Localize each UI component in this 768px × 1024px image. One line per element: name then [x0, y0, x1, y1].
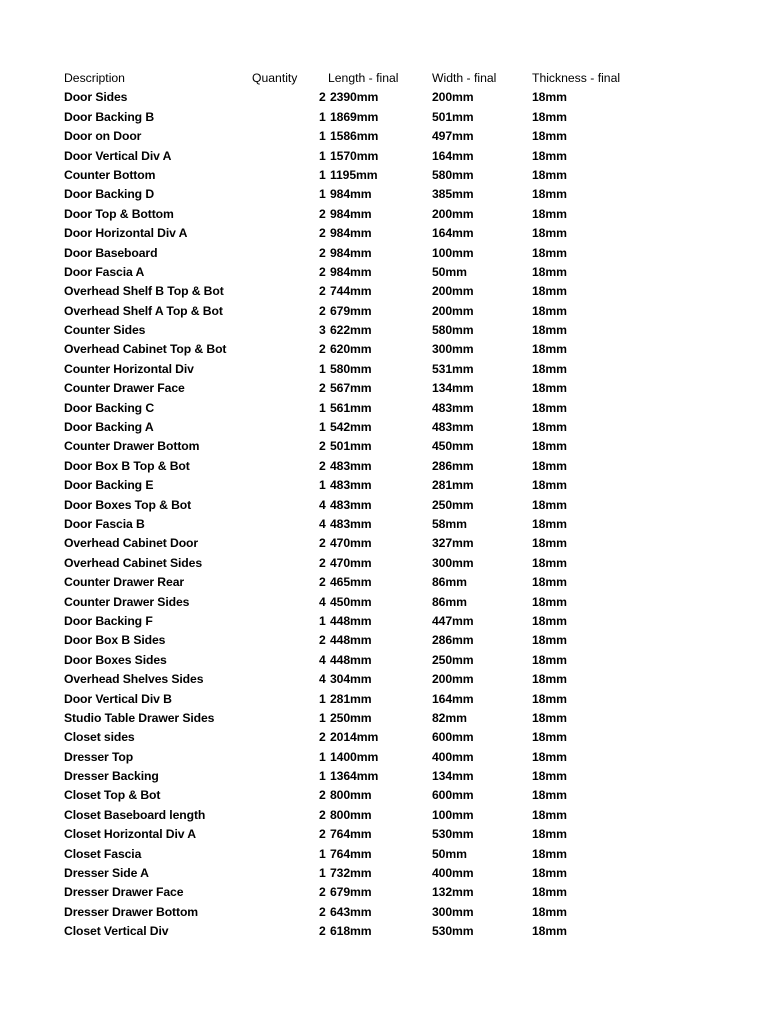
cell-thickness: 18mm [532, 924, 567, 939]
cell-thickness: 18mm [532, 264, 567, 279]
cell-description: Door Backing E [64, 478, 154, 493]
cell-description: Counter Drawer Face [64, 381, 185, 396]
cell-quantity: 2 [319, 788, 326, 803]
cell-length: 732mm [330, 866, 372, 881]
cell-quantity: 4 [319, 652, 326, 667]
cell-quantity: 1 [319, 420, 326, 435]
cell-quantity: 2 [319, 226, 326, 241]
cell-thickness: 18mm [532, 846, 567, 861]
cell-width: 134mm [432, 769, 474, 784]
table-row [0, 263, 768, 282]
table-row [0, 379, 768, 398]
cell-length: 764mm [330, 827, 372, 842]
table-row [0, 573, 768, 592]
cell-description: Dresser Top [64, 749, 134, 764]
cell-thickness: 18mm [532, 691, 567, 706]
cell-width: 286mm [432, 633, 474, 648]
cell-width: 164mm [432, 691, 474, 706]
cell-width: 286mm [432, 458, 474, 473]
cell-thickness: 18mm [532, 672, 567, 687]
cell-quantity: 2 [319, 90, 326, 105]
table-row [0, 612, 768, 631]
cell-quantity: 1 [319, 691, 326, 706]
table-row [0, 340, 768, 359]
cell-width: 400mm [432, 749, 474, 764]
table-row [0, 786, 768, 805]
cell-length: 1586mm [330, 129, 379, 144]
table-row [0, 147, 768, 166]
cell-description: Closet Fascia [64, 846, 142, 861]
cell-length: 643mm [330, 904, 372, 919]
cell-width: 580mm [432, 167, 474, 182]
cell-length: 501mm [330, 439, 372, 454]
cell-quantity: 1 [319, 710, 326, 725]
cell-quantity: 1 [319, 478, 326, 493]
cell-width: 531mm [432, 361, 474, 376]
cell-length: 561mm [330, 400, 372, 415]
table-row [0, 127, 768, 146]
cell-width: 200mm [432, 206, 474, 221]
cell-quantity: 2 [319, 536, 326, 551]
cell-length: 984mm [330, 206, 372, 221]
cell-thickness: 18mm [532, 885, 567, 900]
cell-quantity: 2 [319, 303, 326, 318]
table-row [0, 534, 768, 553]
table-row [0, 476, 768, 495]
cell-description: Door Vertical Div B [64, 691, 172, 706]
cell-description: Door Baseboard [64, 245, 158, 260]
cell-length: 470mm [330, 555, 372, 570]
table-row [0, 515, 768, 534]
header-row [0, 69, 768, 88]
cell-description: Dresser Drawer Face [64, 885, 184, 900]
cell-length: 679mm [330, 885, 372, 900]
cell-description: Door Backing F [64, 613, 153, 628]
cell-quantity: 1 [319, 109, 326, 124]
cell-width: 250mm [432, 497, 474, 512]
header-length: Length - final [328, 71, 399, 85]
cell-length: 618mm [330, 924, 372, 939]
cell-quantity: 2 [319, 730, 326, 745]
cell-description: Counter Drawer Sides [64, 594, 190, 609]
cell-description: Closet sides [64, 730, 135, 745]
cell-width: 501mm [432, 109, 474, 124]
table-row [0, 593, 768, 612]
cell-thickness: 18mm [532, 594, 567, 609]
cell-description: Door Backing A [64, 420, 154, 435]
cell-thickness: 18mm [532, 148, 567, 163]
cell-length: 622mm [330, 323, 372, 338]
cell-width: 600mm [432, 730, 474, 745]
cell-width: 300mm [432, 342, 474, 357]
cell-width: 580mm [432, 323, 474, 338]
cell-quantity: 2 [319, 924, 326, 939]
table-row [0, 554, 768, 573]
cell-width: 86mm [432, 575, 467, 590]
table-row [0, 88, 768, 107]
table-row [0, 437, 768, 456]
cell-length: 764mm [330, 846, 372, 861]
cell-thickness: 18mm [532, 323, 567, 338]
cell-quantity: 1 [319, 361, 326, 376]
cell-description: Door Fascia A [64, 264, 145, 279]
cell-length: 450mm [330, 594, 372, 609]
cell-description: Counter Horizontal Div [64, 361, 194, 376]
table-row [0, 922, 768, 941]
cell-width: 164mm [432, 226, 474, 241]
cell-description: Overhead Cabinet Sides [64, 555, 203, 570]
cell-length: 679mm [330, 303, 372, 318]
table-row [0, 244, 768, 263]
table-row [0, 360, 768, 379]
cell-description: Studio Table Drawer Sides [64, 710, 215, 725]
cell-description: Closet Top & Bot [64, 788, 161, 803]
cell-description: Overhead Cabinet Door [64, 536, 199, 551]
cell-description: Overhead Shelf B Top & Bot [64, 284, 224, 299]
cell-width: 86mm [432, 594, 467, 609]
cell-length: 800mm [330, 807, 372, 822]
cell-thickness: 18mm [532, 381, 567, 396]
cell-width: 58mm [432, 516, 467, 531]
cut-list-sheet [0, 69, 768, 942]
cell-quantity: 2 [319, 885, 326, 900]
cell-description: Door Top & Bottom [64, 206, 174, 221]
table-row [0, 631, 768, 650]
cell-width: 497mm [432, 129, 474, 144]
header-width: Width - final [432, 71, 497, 85]
table-row [0, 806, 768, 825]
table-row [0, 185, 768, 204]
cell-description: Dresser Drawer Bottom [64, 904, 199, 919]
cell-quantity: 2 [319, 904, 326, 919]
cell-description: Overhead Shelf A Top & Bot [64, 303, 223, 318]
table-row [0, 748, 768, 767]
cell-thickness: 18mm [532, 516, 567, 531]
cell-quantity: 2 [319, 633, 326, 648]
cell-description: Door Backing D [64, 187, 155, 202]
cell-thickness: 18mm [532, 788, 567, 803]
cell-quantity: 1 [319, 187, 326, 202]
cell-thickness: 18mm [532, 613, 567, 628]
cell-length: 470mm [330, 536, 372, 551]
cell-length: 984mm [330, 226, 372, 241]
cell-length: 984mm [330, 187, 372, 202]
cell-length: 620mm [330, 342, 372, 357]
cell-thickness: 18mm [532, 129, 567, 144]
cell-quantity: 2 [319, 439, 326, 454]
table-row [0, 709, 768, 728]
cell-thickness: 18mm [532, 497, 567, 512]
cell-length: 1400mm [330, 749, 379, 764]
table-row [0, 166, 768, 185]
cell-thickness: 18mm [532, 769, 567, 784]
cell-length: 465mm [330, 575, 372, 590]
cell-thickness: 18mm [532, 807, 567, 822]
table-row [0, 399, 768, 418]
cell-thickness: 18mm [532, 478, 567, 493]
table-row [0, 767, 768, 786]
cell-thickness: 18mm [532, 458, 567, 473]
cell-width: 300mm [432, 555, 474, 570]
cell-description: Door on Door [64, 129, 142, 144]
cell-quantity: 2 [319, 284, 326, 299]
cell-length: 1364mm [330, 769, 379, 784]
cell-length: 483mm [330, 458, 372, 473]
cell-thickness: 18mm [532, 342, 567, 357]
cell-thickness: 18mm [532, 420, 567, 435]
table-body [0, 88, 768, 941]
table-row [0, 418, 768, 437]
cell-length: 984mm [330, 245, 372, 260]
cell-length: 483mm [330, 516, 372, 531]
cell-length: 2014mm [330, 730, 379, 745]
cell-quantity: 2 [319, 555, 326, 570]
cell-thickness: 18mm [532, 536, 567, 551]
header-quantity: Quantity [252, 71, 298, 85]
cell-quantity: 2 [319, 575, 326, 590]
cell-description: Closet Baseboard length [64, 807, 206, 822]
cell-quantity: 4 [319, 497, 326, 512]
cell-length: 448mm [330, 652, 372, 667]
cell-description: Door Box B Top & Bot [64, 458, 190, 473]
cell-thickness: 18mm [532, 361, 567, 376]
table-row [0, 670, 768, 689]
cell-description: Door Boxes Top & Bot [64, 497, 192, 512]
cell-quantity: 2 [319, 458, 326, 473]
table-row [0, 690, 768, 709]
cell-length: 2390mm [330, 90, 379, 105]
cell-thickness: 18mm [532, 400, 567, 415]
cell-width: 200mm [432, 90, 474, 105]
cell-width: 200mm [432, 303, 474, 318]
cell-description: Overhead Shelves Sides [64, 672, 204, 687]
cell-width: 100mm [432, 245, 474, 260]
cell-quantity: 2 [319, 245, 326, 260]
table-row [0, 321, 768, 340]
cell-quantity: 1 [319, 129, 326, 144]
cell-description: Counter Sides [64, 323, 146, 338]
cell-quantity: 4 [319, 516, 326, 531]
cell-quantity: 2 [319, 827, 326, 842]
table-row [0, 282, 768, 301]
cell-thickness: 18mm [532, 730, 567, 745]
cell-quantity: 2 [319, 807, 326, 822]
cell-quantity: 1 [319, 167, 326, 182]
cell-thickness: 18mm [532, 652, 567, 667]
cell-length: 800mm [330, 788, 372, 803]
cell-quantity: 1 [319, 148, 326, 163]
cell-length: 567mm [330, 381, 372, 396]
cell-length: 1570mm [330, 148, 379, 163]
cell-width: 250mm [432, 652, 474, 667]
cell-quantity: 1 [319, 613, 326, 628]
cell-width: 483mm [432, 400, 474, 415]
cell-width: 100mm [432, 807, 474, 822]
cell-quantity: 4 [319, 672, 326, 687]
table-row [0, 224, 768, 243]
cell-quantity: 1 [319, 769, 326, 784]
cell-thickness: 18mm [532, 633, 567, 648]
cell-length: 744mm [330, 284, 372, 299]
cell-quantity: 2 [319, 381, 326, 396]
table-row [0, 864, 768, 883]
cell-description: Closet Horizontal Div A [64, 827, 197, 842]
cell-quantity: 3 [319, 323, 326, 338]
cell-thickness: 18mm [532, 167, 567, 182]
cell-description: Dresser Backing [64, 769, 159, 784]
cell-description: Door Sides [64, 90, 128, 105]
table-row [0, 496, 768, 515]
cell-length: 281mm [330, 691, 372, 706]
header-thickness: Thickness - final [532, 71, 621, 85]
cell-width: 385mm [432, 187, 474, 202]
cell-length: 483mm [330, 497, 372, 512]
cell-length: 250mm [330, 710, 372, 725]
cell-quantity: 1 [319, 866, 326, 881]
cell-width: 400mm [432, 866, 474, 881]
cell-description: Door Boxes Sides [64, 652, 167, 667]
cell-width: 200mm [432, 672, 474, 687]
cell-thickness: 18mm [532, 90, 567, 105]
cell-width: 50mm [432, 846, 467, 861]
cell-thickness: 18mm [532, 226, 567, 241]
cell-width: 300mm [432, 904, 474, 919]
cell-width: 134mm [432, 381, 474, 396]
header-description: Description [64, 71, 125, 85]
cell-width: 164mm [432, 148, 474, 163]
cell-width: 281mm [432, 478, 474, 493]
cell-thickness: 18mm [532, 749, 567, 764]
cell-description: Door Horizontal Div A [64, 226, 188, 241]
cell-thickness: 18mm [532, 866, 567, 881]
cell-length: 542mm [330, 420, 372, 435]
cell-thickness: 18mm [532, 904, 567, 919]
cell-thickness: 18mm [532, 555, 567, 570]
cell-thickness: 18mm [532, 187, 567, 202]
cell-length: 483mm [330, 478, 372, 493]
cell-description: Counter Bottom [64, 167, 156, 182]
cell-description: Door Vertical Div A [64, 148, 172, 163]
cell-length: 448mm [330, 633, 372, 648]
cell-length: 984mm [330, 264, 372, 279]
cell-description: Door Box B Sides [64, 633, 166, 648]
cell-description: Door Backing B [64, 109, 155, 124]
cell-description: Counter Drawer Rear [64, 575, 185, 590]
cell-thickness: 18mm [532, 109, 567, 124]
cell-description: Overhead Cabinet Top & Bot [64, 342, 227, 357]
cell-width: 327mm [432, 536, 474, 551]
cell-thickness: 18mm [532, 284, 567, 299]
cell-quantity: 4 [319, 594, 326, 609]
table-row [0, 108, 768, 127]
cell-width: 530mm [432, 924, 474, 939]
cell-length: 304mm [330, 672, 372, 687]
cell-width: 450mm [432, 439, 474, 454]
cell-description: Counter Drawer Bottom [64, 439, 200, 454]
table-row [0, 651, 768, 670]
cell-width: 483mm [432, 420, 474, 435]
cell-length: 1869mm [330, 109, 379, 124]
cell-width: 600mm [432, 788, 474, 803]
cell-width: 200mm [432, 284, 474, 299]
table-row [0, 903, 768, 922]
cell-quantity: 1 [319, 846, 326, 861]
table-row [0, 302, 768, 321]
cell-description: Closet Vertical Div [64, 924, 169, 939]
cell-thickness: 18mm [532, 206, 567, 221]
table-row [0, 883, 768, 902]
table-row [0, 205, 768, 224]
cell-description: Door Backing C [64, 400, 155, 415]
cell-thickness: 18mm [532, 303, 567, 318]
table-row [0, 728, 768, 747]
cell-thickness: 18mm [532, 575, 567, 590]
cell-width: 82mm [432, 710, 467, 725]
cell-length: 1195mm [330, 167, 378, 182]
cell-quantity: 2 [319, 342, 326, 357]
cell-thickness: 18mm [532, 245, 567, 260]
table-row [0, 825, 768, 844]
table-row [0, 457, 768, 476]
cell-thickness: 18mm [532, 827, 567, 842]
cell-width: 132mm [432, 885, 474, 900]
cell-description: Door Fascia B [64, 516, 145, 531]
cell-length: 580mm [330, 361, 372, 376]
cell-thickness: 18mm [532, 439, 567, 454]
table-row [0, 845, 768, 864]
cell-quantity: 2 [319, 206, 326, 221]
cell-width: 447mm [432, 613, 474, 628]
cell-quantity: 1 [319, 749, 326, 764]
cell-quantity: 1 [319, 400, 326, 415]
cell-length: 448mm [330, 613, 372, 628]
cell-width: 530mm [432, 827, 474, 842]
cell-quantity: 2 [319, 264, 326, 279]
cell-width: 50mm [432, 264, 467, 279]
cell-thickness: 18mm [532, 710, 567, 725]
cell-description: Dresser Side A [64, 866, 149, 881]
